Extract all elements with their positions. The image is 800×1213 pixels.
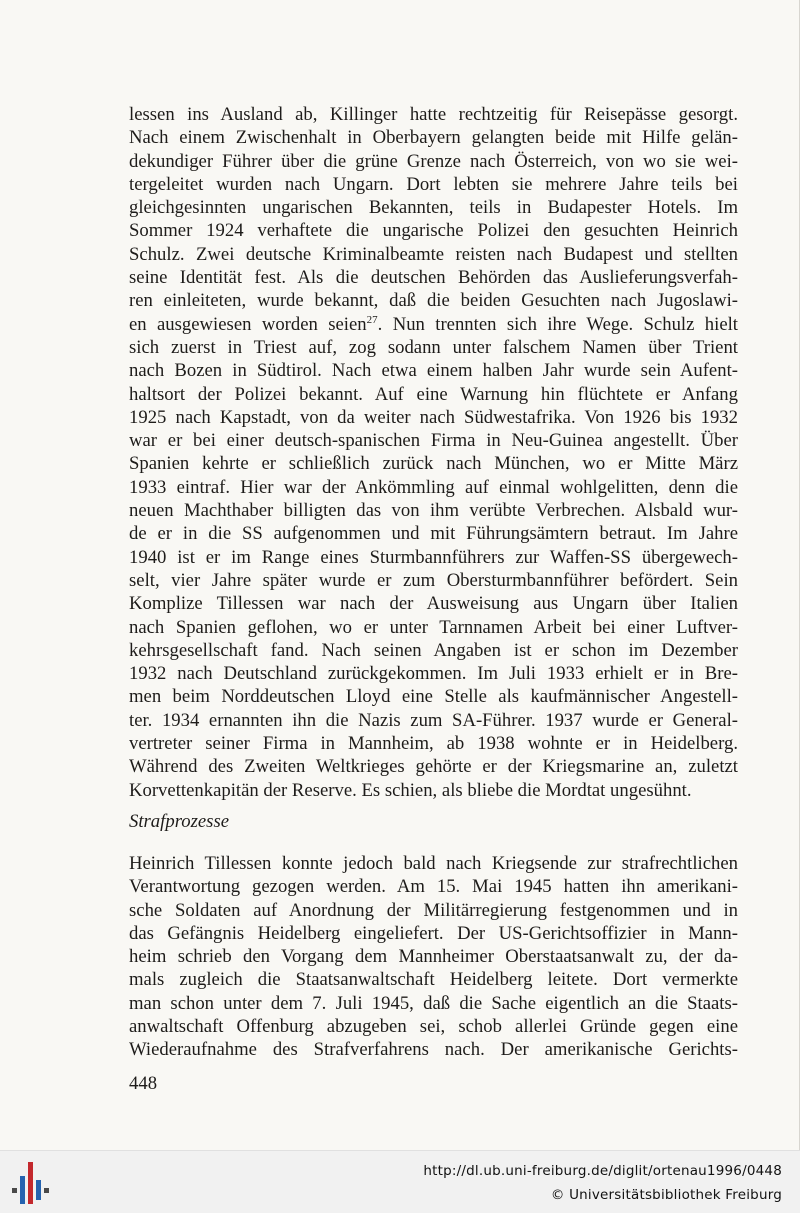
text-line: Heinrich Tillessen konnte jedoch bald nach Kriegsende zur strafrechtlichen [129, 853, 738, 874]
text-line: mals zugleich die Staatsanwaltschaft Heidelberg leitete. Dort vermerkte [129, 969, 738, 991]
text-line: selt, vier Jahre später wurde er zum Obersturmbannführer befördert. Sein [129, 569, 738, 591]
text-line: ren einleiteten, wurde bekannt, daß die beiden Gesuchten nach Jugoslawi- [129, 290, 738, 312]
source-url-link[interactable]: http://dl.ub.uni-freiburg.de/diglit/ortenau1996/0448 [423, 1163, 782, 1179]
text-line: 1933 eintraf. Hier war der Ankömmling auf einmal wohlgelitten, denn die [129, 476, 738, 498]
text-line: Nach einem Zwischenhalt in Oberbayern gelangten beide mit Hilfe gelän- [129, 127, 738, 149]
text-line [129, 313, 738, 336]
text-line: men beim Norddeutschen Lloyd eine Stelle als kaufmännischer Angestell- [129, 686, 738, 708]
body-paragraph-1 [129, 103, 738, 802]
library-footer [0, 1150, 800, 1213]
copyright-notice: © Universitätsbibliothek Freiburg [550, 1187, 782, 1203]
text-line: nach Bozen in Südtirol. Nach etwa einem halben Jahr wurde sein Aufent- [129, 360, 738, 382]
text-line: kehrsgesellschaft fand. Nach seinen Angaben ist er schon im Dezember [129, 639, 738, 661]
text-fragment: . Nun trennten sich ihre Wege. Schulz hielt [377, 313, 738, 335]
section-heading: Strafprozesse [129, 811, 230, 832]
text-line: gleichgesinnten ungarischen Bekannten, teils in Budapester Hotels. Im [129, 197, 738, 219]
footnote-reference: 27 [366, 313, 378, 326]
text-line: sche Soldaten auf Anordnung der Militärregierung festgenommen und in [129, 899, 738, 921]
ub-freiburg-logo-icon [10, 1158, 54, 1206]
text-line: heim schrieb den Vorgang dem Mannheimer Oberstaatsanwalt zu, der da- [129, 946, 738, 968]
text-line: lessen ins Ausland ab, Killinger hatte rechtzeitig für Reisepässe gesorgt. [129, 104, 738, 125]
text-line: Korvettenkapitän der Reserve. Es schien, als bliebe die Mordtat ungesühnt. [129, 779, 692, 801]
text-line: anwaltschaft Offenburg abzugeben sei, schob allerlei Gründe gegen eine [129, 1016, 738, 1038]
text-line: tergeleitet wurden nach Ungarn. Dort lebten sie mehrere Jahre teils bei [129, 173, 738, 195]
body-paragraph-2 [129, 852, 738, 1062]
text-line: Komplize Tillessen war nach der Ausweisung aus Ungarn über Italien [129, 593, 738, 615]
text-line: war er bei einer deutsch-spanischen Firma in Neu-Guinea angestellt. Über [129, 430, 738, 452]
text-line: 1925 nach Kapstadt, von da weiter nach Südwestafrika. Von 1926 bis 1932 [129, 406, 738, 428]
text-line: nach Spanien geflohen, wo er unter Tarnnamen Arbeit bei einer Luftver- [129, 616, 738, 638]
text-line: man schon unter dem 7. Juli 1945, daß die Sache eigentlich an die Staats- [129, 992, 738, 1014]
text-line: 1932 nach Deutschland zurückgekommen. Im Juli 1933 erhielt er in Bre- [129, 663, 738, 685]
text-line: Spanien kehrte er schließlich zurück nach München, wo er Mitte März [129, 453, 738, 475]
text-line: haltsort der Polizei bekannt. Auf eine Warnung hin flüchtete er Anfang [129, 383, 738, 405]
text-line: Wiederaufnahme des Strafverfahrens nach. Der amerikanische Gerichts- [129, 1039, 738, 1061]
text-line: Schulz. Zwei deutsche Kriminalbeamte reisten nach Budapest und stellten [129, 243, 738, 265]
text-line: ter. 1934 ernannten ihn die Nazis zum SA-Führer. 1937 wurde er General- [129, 709, 738, 731]
text-line: Sommer 1924 verhaftete die ungarische Polizei den gesuchten Heinrich [129, 220, 738, 242]
text-line: seine Identität fest. Als die deutschen Behörden das Auslieferungsverfah- [129, 267, 738, 289]
text-line: sich zuerst in Triest auf, zog sodann unter falschem Namen über Trient [129, 336, 738, 358]
text-line: Verantwortung gezogen werden. Am 15. Mai 1945 hatten ihn amerikani- [129, 876, 738, 898]
page-number: 448 [129, 1073, 158, 1094]
text-line: dekundiger Führer über die grüne Grenze nach Österreich, von wo sie wei- [129, 150, 738, 172]
text-line: neuen Machthaber billigten das von ihm verübte Verbrechen. Alsbald wur- [129, 500, 738, 522]
text-line: das Gefängnis Heidelberg eingeliefert. Der US-Gerichtsoffizier in Mann- [129, 922, 738, 944]
text-line: de er in die SS aufgenommen und mit Führungsämtern betraut. Im Jahre [129, 523, 738, 545]
text-line: 1940 ist er im Range eines Sturmbannführers zur Waffen-SS übergewech- [129, 546, 738, 568]
text-line: vertreter seiner Firma in Mannheim, ab 1938 wohnte er in Heidelberg. [129, 733, 738, 755]
text-fragment: en ausgewiesen worden seien [129, 313, 367, 335]
text-line: Während des Zweiten Weltkrieges gehörte er der Kriegsmarine an, zuletzt [129, 756, 738, 778]
